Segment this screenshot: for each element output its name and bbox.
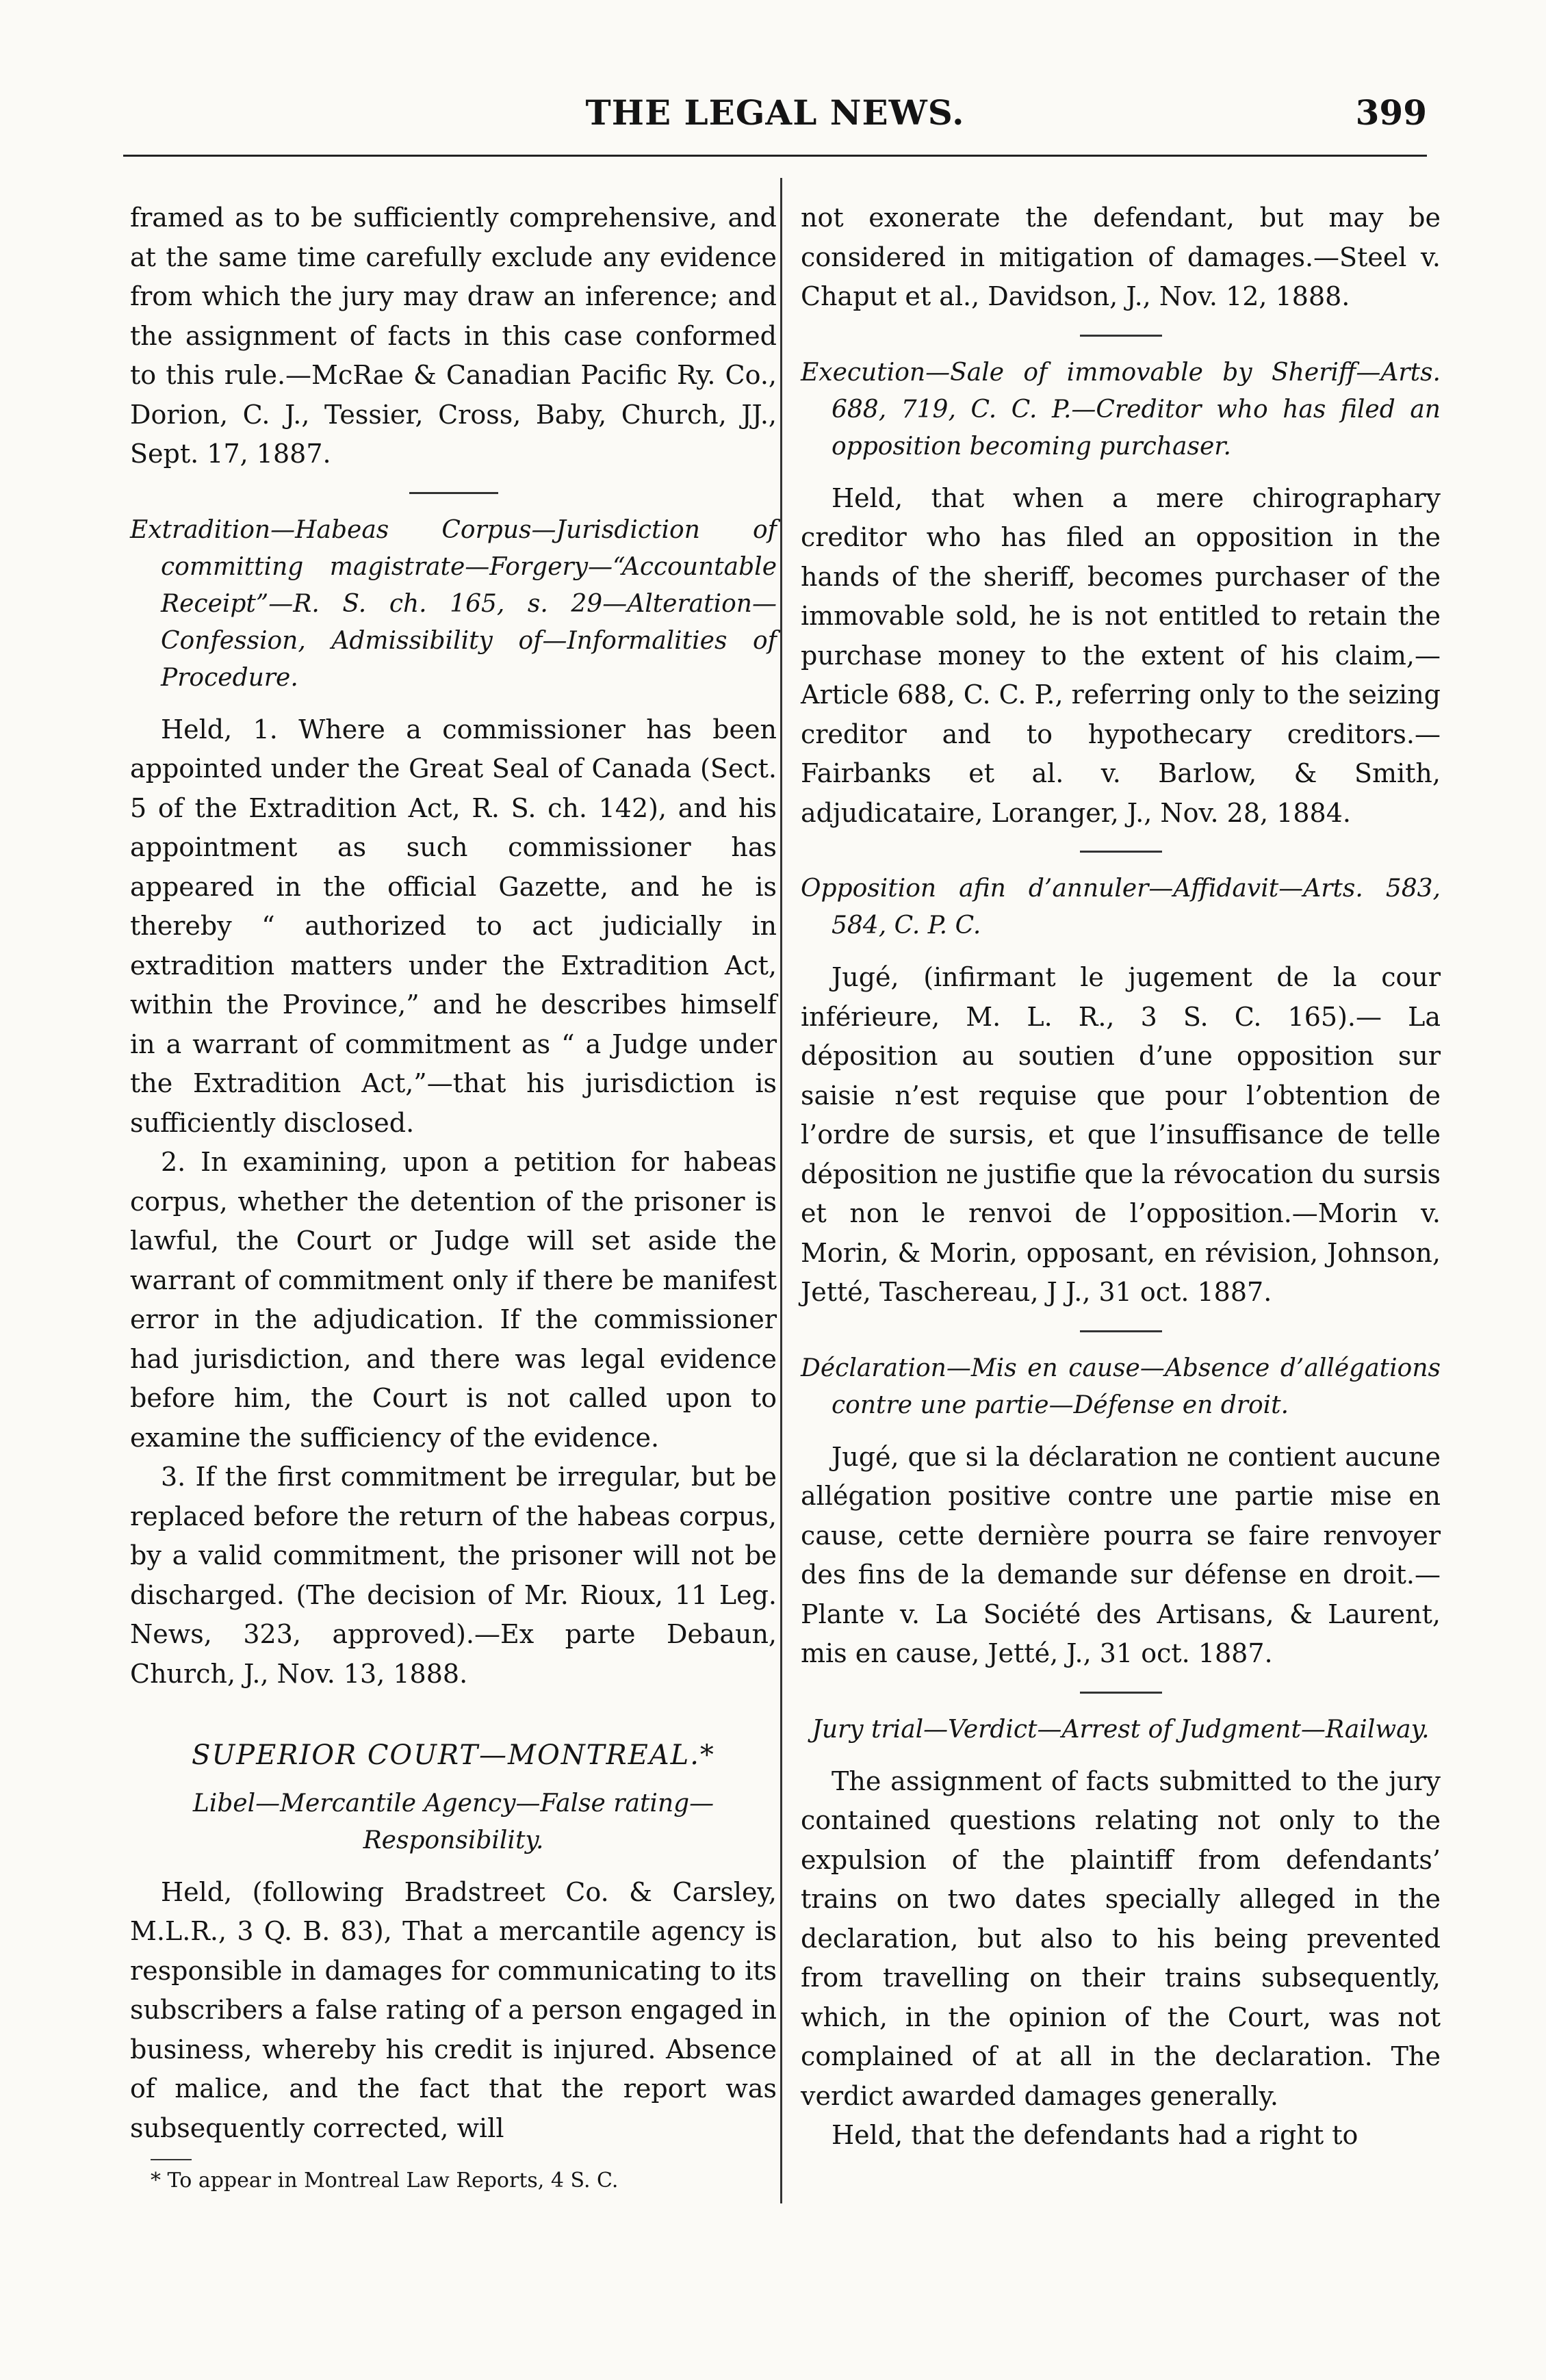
page-number: 399 [1355, 92, 1427, 133]
footnote-rule [151, 2159, 192, 2160]
separator-rule [1080, 335, 1162, 337]
column-divider [780, 178, 782, 2203]
right-column [801, 198, 1441, 2156]
case-heading-execution: Execution—Sale of immovable by Sheriff—Arts. 688, 719, C. C. P.—Creditor who has filed an opposition becoming purchaser. [801, 358, 1441, 461]
jury-trial-paragraph: The assignment of facts submitted to the jury contained questions relating not only to the expulsion of the plaintiff from defendants’ trains on two dates specially alleged in the declaration, but also to his being prevented from travelling on their trains subsequently, which, in the opinion of the Court, was not complained of at all in the declaration. The verdict awarded damages generally. [801, 1765, 1441, 2111]
footnote: * To appear in Montreal Law Reports, 4 S. C. [151, 2169, 619, 2193]
case-heading-declaration: Déclaration—Mis en cause—Absence d’allégations contre une partie—Défense en droit. [801, 1354, 1441, 1419]
declaration-paragraph: Jugé, que si la déclaration ne contient aucune allégation positive contre une partie mise en cause, cette dernière pourra se faire renvoyer des fins de la demande sur défense en droit.—Plante v. La Société des Artisans, & Laurent, mis en cause, Jetté, J., 31 oct. 1887. [801, 1441, 1441, 1668]
left-column [130, 198, 777, 2195]
page-header [123, 92, 1427, 140]
spacer [130, 1859, 777, 1873]
separator-rule [409, 492, 498, 494]
held-continuation: Held, that the defendants had a right to [832, 2120, 1358, 2150]
spacer [801, 465, 1441, 479]
case-heading-libel: Libel—Mercantile Agency—False rating—Responsibility. [192, 1789, 714, 1854]
spacer [801, 1424, 1441, 1438]
right-paragraph-1: not exonerate the defendant, but may be considered in mitigation of damages.—Steel v. Chaput et al., Davidson, J., Nov. 12, 1888. [801, 203, 1441, 311]
held-paragraph-2: 2. In examining, upon a petition for habeas corpus, whether the detention of the prisoner is lawful, the Court or Judge will set aside the warrant of commitment only if there be manifest error in the adjudication. If the commissioner had jurisdiction, and there was legal evidence before him, the Court is not called upon to examine the sufficiency of the evidence. [130, 1147, 777, 1453]
libel-paragraph: Held, (following Bradstreet Co. & Carsley, M.L.R., 3 Q. B. 83), That a mercantile agency is responsible in damages for communicating to its subscribers a false rating of a person engaged in business, whereby his credit is injured. Absence of malice, and the fact that the report was subsequently corrected, will [130, 1876, 777, 2143]
header-rule [123, 155, 1427, 157]
separator-rule [1080, 1330, 1162, 1332]
held-paragraph-1: Held, 1. Where a commissioner has been appointed under the Great Seal of Canada (Sect. 5 of the Extradition Act, R. S. ch. 142), and his appointment as such commissioner has appeared in the official Gazette, and he is thereby “ authorized to act judicially in extradition matters under the Extradition Act, within the Province,” and he describes himself in a warrant of commitment as “ a Judge under the Extradition Act,”—that his jurisdiction is sufficiently disclosed. [130, 714, 777, 1138]
opposition-paragraph: Jugé, (infirmant le jugement de la cour inférieure, M. L. R., 3 S. C. 165).— La déposition au soutien d’une opposition sur saisie n’est requise que pour l’obtention de l’ordre de sursis, et que l’insuffisance de telle déposition ne justifie que la révocation du sursis et non le renvoi de l’opposition.—Morin v. Morin, & Morin, opposant, en révision, Johnson, Jetté, Taschereau, J J., 31 oct. 1887. [801, 962, 1441, 1307]
spacer [130, 697, 777, 710]
spacer [801, 1748, 1441, 1762]
case-heading-opposition: Opposition afin d’annuler—Affidavit—Arts. 583, 584, C. P. C. [801, 875, 1441, 940]
separator-rule [1080, 851, 1162, 853]
spacer [801, 944, 1441, 958]
case-heading-extradition: Extradition—Habeas Corpus—Jurisdiction of committing magistrate—Forgery—“Accountable Receipt”—R. S. ch. 165, s. 29—Alteration—Confession, Admissibility of—Informalities of Procedure. [130, 515, 777, 692]
running-title: THE LEGAL NEWS. [585, 92, 965, 133]
section-title: SUPERIOR COURT—MONTREAL.* [192, 1739, 715, 1771]
held-paragraph-3: 3. If the first commitment be irregular, but be replaced before the return of the habeas corpus, by a valid commitment, the prisoner will not be discharged. (The decision of Mr. Rioux, 11 Leg. News, 323, approved).—Ex parte Debaun, Church, J., Nov. 13, 1888. [130, 1462, 777, 1689]
case-heading-jury-trial: Jury trial—Verdict—Arrest of Judgment—Railway. [812, 1715, 1430, 1744]
left-paragraph-1: framed as to be sufficiently comprehensive, and at the same time carefully exclude any evidence from which the jury may draw an inference; and the assignment of facts in this case conformed to this rule.—McRae & Canadian Pacific Ry. Co., Dorion, C. J., Tessier, Cross, Baby, Church, JJ., Sept. 17, 1887. [130, 203, 777, 469]
execution-paragraph: Held, that when a mere chirographary creditor who has filed an opposition in the hands of the sheriff, becomes purchaser of the immovable sold, he is not entitled to retain the purchase money to the extent of his claim,—Article 688, C. C. P., referring only to the seizing creditor and to hypothecary creditors.—Fairbanks et al. v. Barlow, & Smith, adjudicataire, Loranger, J., Nov. 28, 1884. [801, 482, 1441, 828]
separator-rule [1080, 1692, 1162, 1694]
